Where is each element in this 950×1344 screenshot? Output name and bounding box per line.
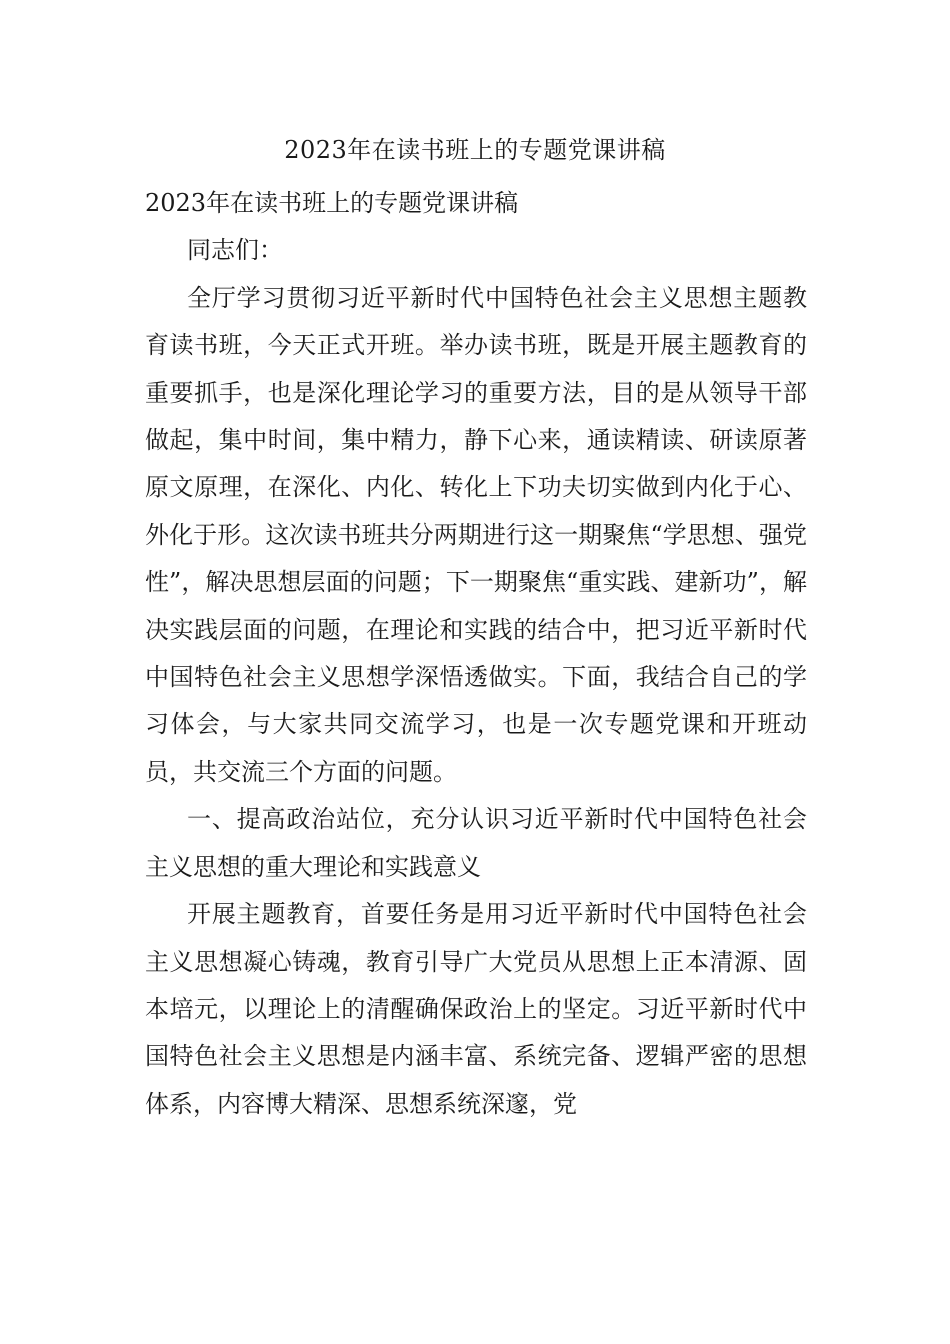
document-title: 2023年在读书班上的专题党课讲稿 <box>284 136 666 164</box>
paragraph-intro: 全厅学习贯彻习近平新时代中国特色社会主义思想主题教育读书班，今天正式开班。举办读书班，既是开展主题教育的重要抓手，也是深化理论学习的重要方法，目的是从领导干部做起，集中时间，集中精力，静下心来，通读精读、研读原著原文原理，在深化、内化、转化上下功夫切实做到内化于心、外化于形。这次读书班共分两期进行这一期聚焦“学思想、强党性”，解决思想层面的问题；下一期聚焦“重实践、建新功”，解决实践层面的问题，在理论和实践的结合中，把习近平新时代中国特色社会主义思想学深悟透做实。下面，我结合自己的学习体会，与大家共同交流学习，也是一次专题党课和开班动员，共交流三个方面的问题。 <box>145 283 807 786</box>
salutation: 同志们： <box>187 236 283 265</box>
document-subtitle: 2023年在读书班上的专题党课讲稿 <box>145 189 519 217</box>
document-body <box>145 180 807 1128</box>
paragraph-section-1: 开展主题教育，首要任务是用习近平新时代中国特色社会主义思想凝心铸魂，教育引导广大党员从思想上正本清源、固本培元，以理论上的清醒确保政治上的坚定。习近平新时代中国特色社会主义思想是内涵丰富、系统完备、逻辑严密的思想体系，内容博大精深、思想系统深邃，党 <box>145 900 807 1118</box>
section-heading-1: 一、提高政治站位，充分认识习近平新时代中国特色社会主义思想的重大理论和实践意义 <box>145 805 807 881</box>
